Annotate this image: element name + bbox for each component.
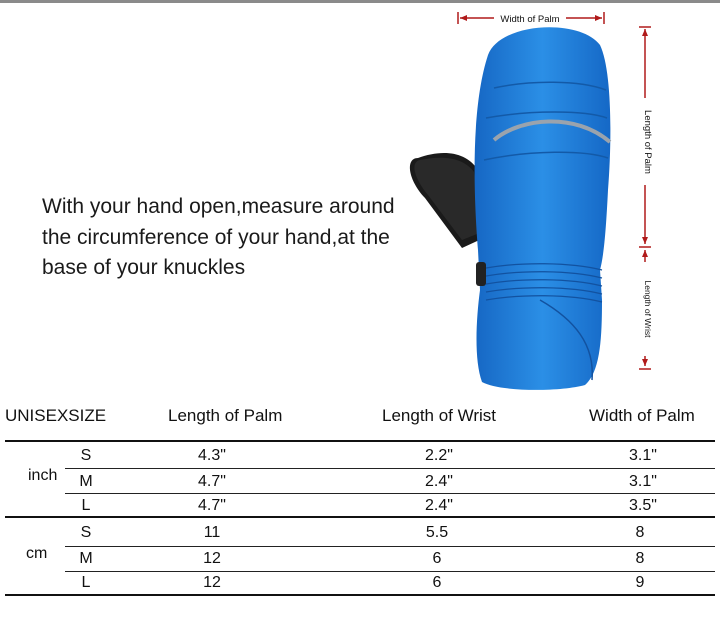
table-rule-bottom (5, 594, 715, 596)
length-wrist-label: Length of Wrist (643, 280, 653, 338)
width-cell: 3.1" (629, 473, 657, 490)
header-width-palm: Width of Palm (589, 406, 695, 425)
wrist-cell: 2.2" (425, 447, 453, 464)
width-cell: 9 (635, 574, 645, 591)
palm-cell: 12 (203, 574, 221, 591)
palm-cell: 4.7" (198, 473, 226, 490)
wrist-cell: 6 (432, 574, 442, 591)
instruction-line-1: With your hand open,measure around (42, 195, 395, 218)
row-divider (65, 571, 715, 572)
width-cell: 8 (635, 524, 645, 541)
palm-cell: 4.3" (198, 447, 226, 464)
wrist-cell: 6 (432, 550, 442, 567)
instruction-line-2: the circumference of your hand,at the (42, 225, 390, 249)
size-cell: M (79, 473, 93, 490)
palm-cell: 11 (203, 524, 221, 541)
size-cell: L (81, 497, 91, 514)
wrist-cell: 2.4" (425, 473, 453, 490)
header-unisex-size: UNISEXSIZE (5, 406, 107, 425)
wrist-cell: 5.5 (425, 524, 449, 541)
width-cell: 3.5" (629, 497, 657, 514)
header-length-wrist: Length of Wrist (382, 406, 497, 425)
instruction-line-3: base of your knuckles (42, 256, 246, 279)
palm-cell: 4.7" (198, 497, 226, 514)
mitten-icon (410, 27, 610, 390)
length-palm-label: Length of Palm (642, 110, 653, 174)
width-cell: 3.1" (629, 447, 657, 464)
unit-label-cm: cm (26, 545, 48, 562)
size-cell: S (80, 447, 92, 464)
size-cell: L (81, 574, 91, 591)
row-divider (65, 468, 715, 469)
table-rule-top (5, 440, 715, 442)
row-divider (65, 546, 715, 547)
unit-label-inch: inch (28, 467, 58, 484)
size-cell: S (80, 524, 92, 541)
header-length-palm: Length of Palm (168, 406, 283, 425)
row-divider (65, 493, 715, 494)
size-cell: M (79, 550, 93, 567)
wrist-cell: 2.4" (425, 497, 453, 514)
width-cell: 8 (635, 550, 645, 567)
palm-cell: 12 (203, 550, 221, 567)
table-rule-middle (5, 516, 715, 518)
width-palm-label: Width of Palm (500, 14, 560, 25)
